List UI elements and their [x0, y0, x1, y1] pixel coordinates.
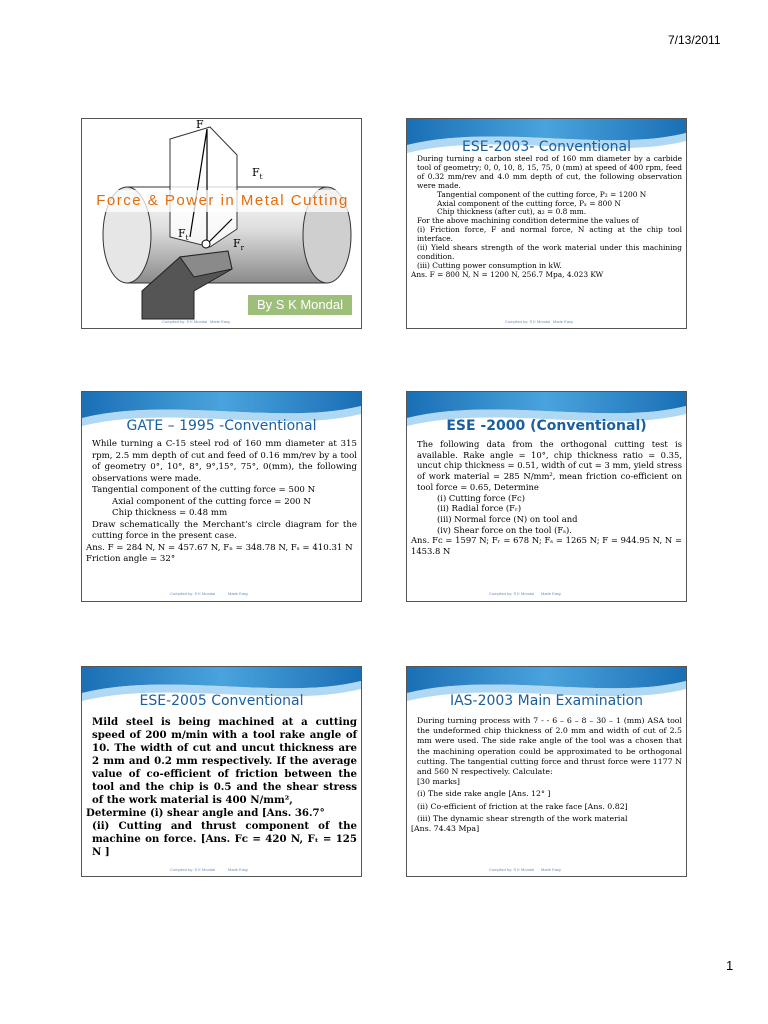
credit-compiled: Compiled by: S K Mondal [489, 591, 535, 596]
problem-statement: During turning process with 7 - - 6 – 6 – 8 – 30 – 1 (mm) ASA tool the undeformed chip thickness of 2.0 mm and width of cut of 2.5 mm were used. The side rake angle of the tool was a chosen that the machining operation could be approximated to be orthogonal cutting. The tangential cutting force and thrust force were 1177 N and 560 N respectively. Calculate: [417, 716, 682, 777]
credit-made: Made Easy [228, 867, 249, 872]
credit-made: Made Easy [541, 867, 562, 872]
answer: [Ans. 74.43 Mpa] [411, 824, 480, 834]
problem-statement: While turning a C-15 steel rod of 160 mm diameter at 315 rpm, 2.5 mm depth of cut and feed of 0.16 mm/rev by a tool of geometry 0°, 10°, 8°, 9°,15°, 75°, 0(mm), the following observations were made. [92, 439, 357, 484]
page-date: 7/13/2011 [668, 33, 721, 47]
force-label-ft-lower: F [178, 227, 186, 240]
answer: Ans. Fᴄ = 1597 N; Fᵣ = 678 N; Fₛ = 1265 N; F = 944.95 N, N = 1453.8 N [411, 535, 682, 557]
given-axial-force: Axial component of the cutting force = 200 N [112, 496, 311, 507]
slide-title: ESE-2003- Conventional [461, 139, 632, 155]
credit-compiled: Compiled by: S K Mondal [162, 319, 208, 324]
credit-compiled: Compiled by: S K Mondal [170, 591, 216, 596]
svg-text:Ft [252, 166, 263, 181]
question-ii: (ii) Yield shears strength of the work material under this machining condition. [417, 243, 682, 261]
page-number: 1 [726, 958, 734, 973]
given-chip-thickness: Chip thickness = 0.48 mm [112, 508, 228, 518]
problem-statement: The following data from the orthogonal cutting test is available. Rake angle = 10°, chip thickness ratio = 0.35, uncut chip thickness = 0.51, width of cut = 3 mm, yield stress of work material = 285 N/mm², mean friction co-efficient on tool force = 0.65, Determine [417, 439, 682, 492]
given-chip-thickness: Chip thickness (after cut), a₂ = 0.8 mm. [437, 207, 587, 217]
question-i: (i) Cutting force (Fᴄ) [437, 492, 525, 503]
problem-instruction: Draw schematically the Merchant’s circle diagram for the cutting force in the present case. [92, 519, 357, 541]
slide-ese-2000 [406, 391, 687, 602]
question-ii: (ii) Radial force (Fᵣ) [437, 503, 522, 514]
force-label-fr-sub: r [240, 244, 244, 252]
question-iii: (iii) Cutting power consumption in kW. [417, 260, 562, 270]
force-label-ft-lower-sub: t [185, 234, 189, 242]
marks: [30 marks] [417, 777, 460, 787]
credit-compiled: Compiled by: S K Mondal [505, 319, 551, 324]
given-tangential-force: Tangential component of the cutting force, P₂ = 1200 N [437, 189, 647, 199]
force-label-ft-upper: F [252, 166, 260, 179]
question-i: (i) Friction force, F and normal force, N acting at the chip tool interface. [417, 225, 682, 244]
slide-force-power [81, 118, 362, 329]
slide-title: GATE – 1995 -Conventional [126, 418, 317, 434]
given-axial-force: Axial component of the cutting force, Pₓ = 800 N [437, 198, 621, 208]
slide-title: ESE -2000 (Conventional) [446, 418, 647, 434]
question-iii: (iii) The dynamic shear strength of the work material [417, 813, 628, 823]
tool-tip-circle [202, 240, 210, 248]
question-ii: (ii) Cutting and thrust component of the machine on force. [Ans. Fᴄ = 420 N, Fₜ = 125 N ] [92, 820, 357, 858]
slide-ese-2005 [81, 666, 362, 877]
answer-friction-angle: Friction angle = 32° [86, 554, 176, 564]
question-iii: (iii) Normal force (N) on tool and [437, 513, 578, 524]
question-i: Determine (i) shear angle and [Ans. 36.7° [86, 807, 325, 819]
credit-made: Made Easy [228, 591, 249, 596]
slide-title: Force & Power in Metal Cutting [82, 190, 362, 212]
force-label-ft-upper-sub: t [259, 173, 263, 181]
force-label-fr: F [233, 237, 241, 250]
slide-title: IAS-2003 Main Examination [449, 693, 644, 709]
question-ii: (ii) Co-efficient of friction at the rake face [Ans. 0.82] [417, 801, 628, 811]
given-tangential-force: Tangential component of the cutting force = 500 N [92, 485, 316, 495]
slide-ese-2003 [406, 118, 687, 329]
credit-compiled: Compiled by: S K Mondal [489, 867, 535, 872]
answer: Ans. F = 800 N, N = 1200 N, 256.7 Mpa, 4.023 KW [411, 269, 604, 279]
slide-title: ESE-2005 Conventional [139, 693, 304, 709]
answer: Ans. F = 284 N, N = 457.67 N, Fₙ = 348.78 N, Fₛ = 410.31 N [86, 542, 353, 553]
slide-ias-2003 [406, 666, 687, 877]
problem-statement: Mild steel is being machined at a cutting speed of 200 m/min with a tool rake angle of 10. The width of cut and uncut thickness are 2 mm and 0.2 mm respectively. If the average value of co-efficient of friction between the tool and the chip is 0.5 and the shear stress of the work material is 400 N/mm², [92, 716, 357, 806]
problem-statement: During turning a carbon steel rod of 160 mm diameter by a carbide tool of geometry; 0, 0, 10, 8, 15, 75, 0 (mm) at speed of 400 rpm, feed of 0.32 mm/rev and 4.0 mm depth of cut, the following observation were made. [417, 154, 682, 190]
credit-made: Made Easy [553, 319, 574, 324]
author-byline: By S K Mondal [248, 295, 352, 315]
question-i: (i) The side rake angle [Ans. 12° ] [417, 789, 551, 799]
credit-made: Made Easy [541, 591, 562, 596]
problem-instruction: For the above machining condition determine the values of [417, 216, 639, 226]
credit-made: Made Easy [210, 319, 231, 324]
question-iv: (iv) Shear force on the tool (Fₛ). [437, 524, 572, 535]
credit-compiled: Compiled by: S K Mondal [170, 867, 216, 872]
force-label-f: F [196, 119, 204, 131]
slide-gate-1995 [81, 391, 362, 602]
